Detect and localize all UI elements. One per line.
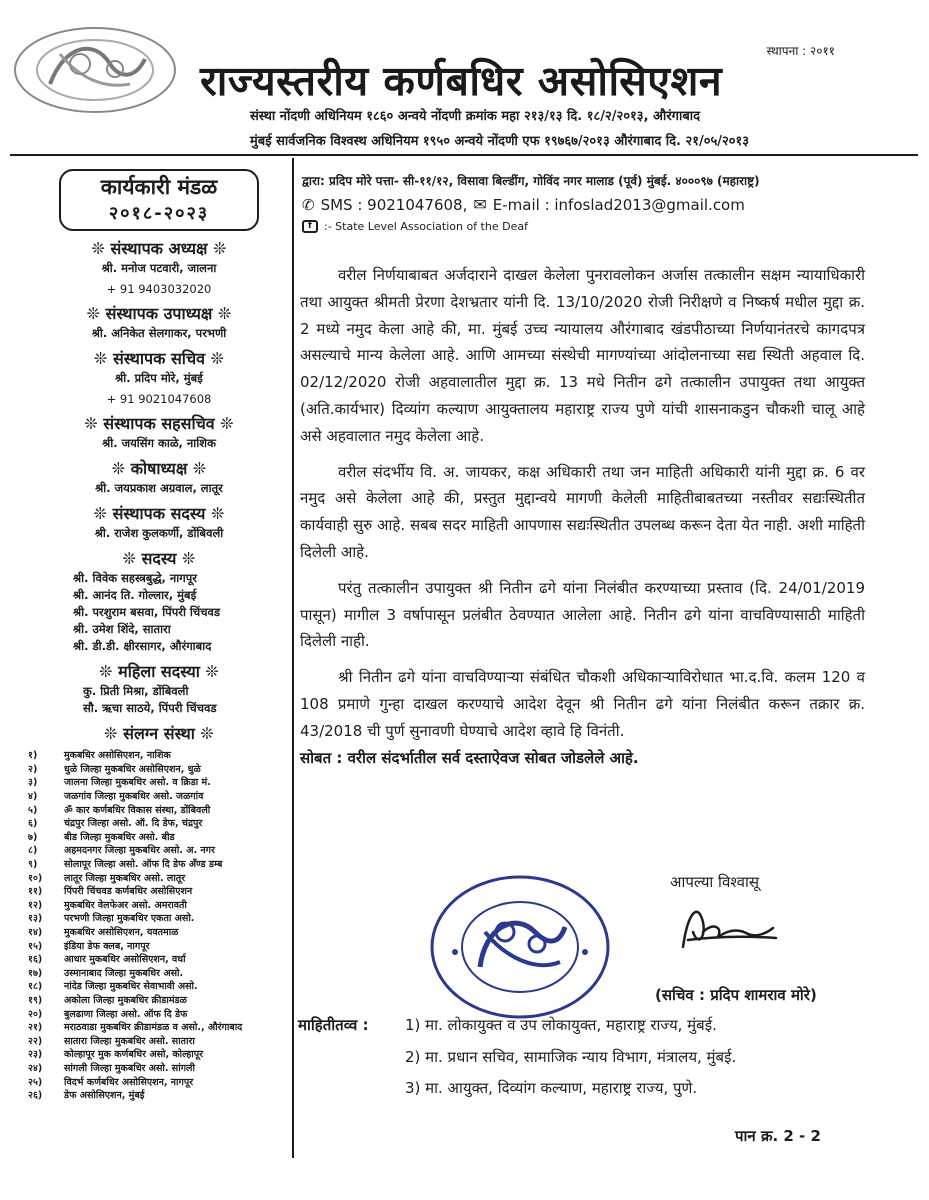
affiliated-item [28,830,290,844]
affiliated-item-number: २१) [28,1022,43,1034]
affiliated-item [28,1033,290,1047]
affiliated-item-number: १३) [28,913,43,925]
letter-body [300,262,865,771]
affiliated-item [28,1074,290,1088]
affiliated-item [28,1061,290,1075]
affiliated-item-name: ॐ कार कर्णबधिर विकास संस्था, डोंबिवली [64,804,211,816]
affiliated-item [28,1047,290,1061]
affiliated-item [28,938,290,952]
affiliated-item-number: २५) [28,1076,43,1088]
founder-vp-role: ❊ संस्थापक उपाध्यक्ष ❊ [86,304,232,323]
signatory-name: (सचिव : प्रदिप शामराव मोरे) [655,986,817,1004]
executive-committee-sidebar [28,165,290,1150]
affiliated-item-number: ३) [28,777,38,789]
paragraph-2: वरील संदर्भीय वि. अ. जायकर, कक्ष अधिकारी तथा जन माहिती अधिकारी यांनी मुद्दा क्र. 6 वर नमुद असे केलेला आहे की, प्रस्तुत मुद्दान्वये मागणी केलेली माहितीबाबतच्या नस्तीवर सद्यःस्थितीत कार्यवाही सुरु आहे. सबब सदर माहिती आपणास सद्यःस्थितीत उपलब्ध करून देता येत नाही. अशी माहिती दिलेली आहे. [300,462,865,561]
affiliated-list [28,748,290,1101]
mail-icon: ✉ [473,195,487,214]
affiliated-item-number: २६) [28,1090,43,1102]
cc-item-3: 3) मा. आयुक्त, दिव्यांग कल्याण, महाराष्ट्र राज्य, पुणे. [405,1079,698,1097]
affiliated-item-number: ५) [28,804,38,816]
affiliated-item-name: परभणी जिल्हा मुकबधिर एकता असो. [64,913,195,925]
affiliated-item [28,884,290,898]
facebook-page: :- State Level Association of the Deaf [324,220,528,233]
affiliated-item-number: ६) [28,818,38,830]
affiliated-item-number: १) [28,750,38,762]
postal-address: द्वारा: प्रदिप मोरे पत्ता- सी-११/१२, विसावा बिल्डींग, गोविंद नगर मालाड (पूर्व) मुंबई. ४०००९७ (महाराष्ट्र) [302,174,760,188]
affiliated-item [28,762,290,776]
affiliated-item-name: नांदेड जिल्हा मुकबधिर सेवाभावी असो. [64,981,198,993]
affiliated-item [28,816,290,830]
founder-secretary-name: श्री. प्रदिप मोरे, मुंबई [115,371,203,385]
cc-item-1: 1) मा. लोकायुक्त व उप लोकायुक्त, महाराष्ट्र राज्य, मुंबई. [405,1016,717,1034]
affiliated-item-number: १६) [28,954,43,966]
affiliated-item [28,925,290,939]
affiliated-item-number: ८) [28,845,38,857]
founder-secretary-role: ❊ संस्थापक सचिव ❊ [93,349,224,368]
affiliated-item-number: २२) [28,1035,43,1047]
cc-item-2: 2) मा. प्रधान सचिव, सामाजिक न्याय विभाग, मंत्रालय, मुंबई. [405,1048,737,1066]
email-address: E-mail : infoslad2013@gmail.com [492,195,745,214]
founder-vp-name: श्री. अनिकेत सेलगाकर, परभणी [91,326,227,340]
affiliated-item-number: २४) [28,1062,43,1074]
whatsapp-icon: ✆ [302,195,315,214]
registration-line-1: संस्था नोंदणी अधिनियम १८६० अन्वये नोंदणी क्रमांक महा २१३/१३ दि. १८/२/२०१३, औरंगाबाद [250,109,701,124]
affiliated-item-name: सोलापूर जिल्हा असो. ऑफ दि डेफ अँण्ड डम्ब [64,859,223,871]
committee-box [59,169,259,231]
affiliated-item-number: २) [28,763,38,775]
member-4: श्री. उमेश शिंदे, सातारा [73,622,171,636]
handwritten-signature [668,892,778,964]
affiliated-item [28,748,290,762]
treasurer-role: ❊ कोषाध्यक्ष ❊ [111,459,207,478]
affiliated-item-name: जालना जिल्हा मुकबधिर असो. व क्रिडा मं. [64,777,211,789]
paragraph-3: परंतु तत्कालीन उपायुक्त श्री नितीन ढगे यांना निलंबीत करण्याच्या प्रस्ताव (दि. 24/01/2019 पासून) मागील 3 वर्षापासून प्रलंबीत ठेवण्यात आलेला आहे. नितीन ढगे यांना वाचविण्यासाठी माहिती दिलेली नाही. [300,578,865,651]
affiliated-item [28,843,290,857]
established-year: स्थापना : २०११ [766,44,835,58]
affiliated-item [28,993,290,1007]
founder-member-role: ❊ संस्थापक सदस्य ❊ [93,504,225,523]
founder-president-name: श्री. मनोज पटवारी, जालना [101,261,217,275]
affiliated-item [28,802,290,816]
affiliated-item-number: ११) [28,886,43,898]
member-5: श्री. डी.डी. क्षीरसागर, औरंगाबाद [73,639,212,653]
affiliated-item-name: इंडिया डेफ क्लब, नागपूर [64,940,150,952]
closing-regards: आपल्या विश्वासू [670,873,760,891]
association-seal [425,872,615,1022]
affiliated-item-name: मुकबधिर वेलफेअर असो. अमरावती [64,899,187,911]
affiliated-item-number: १०) [28,872,43,884]
association-logo [10,24,180,116]
affiliated-item [28,1020,290,1034]
affiliated-item-number: १८) [28,981,43,993]
affiliated-item-number: २३) [28,1049,43,1061]
enclosure-note: सोबत : वरील संदर्भातील सर्व दस्ताऐवज सोबत जोडलेले आहे. [300,748,639,767]
sidebar-divider [292,158,294,1158]
affiliated-item [28,966,290,980]
members-role: ❊ सदस्य ❊ [122,549,196,568]
founder-president-phone: + 91 9403032020 [106,282,212,296]
affiliated-item-number: ९) [28,859,38,871]
affiliated-item-name: विदर्भ कर्णबधिर असोसिएशन, नागपूर [64,1076,194,1088]
facebook-icon: f [302,220,318,233]
founder-president-role: ❊ संस्थापक अध्यक्ष ❊ [91,239,227,258]
treasurer-name: श्री. जयप्रकाश अग्रवाल, लातूर [95,481,223,495]
affiliated-item-name: कोल्हापूर मुक कर्णबधिर असो, कोल्हापूर [64,1049,204,1061]
affiliated-item [28,979,290,993]
affiliated-item-name: चंद्रपुर जिल्हा असो. ऑ. दि डेफ, चंद्रपुर [64,818,203,830]
affiliated-item [28,789,290,803]
sms-number: SMS : 9021047608, [320,195,468,214]
affiliated-item [28,1006,290,1020]
affiliated-item-number: ४) [28,791,38,803]
affiliated-item-name: धुळे जिल्हा मुकबधिर असोसिएशन, धुळे [64,763,201,775]
affiliated-item [28,870,290,884]
affiliated-item-name: बुलढाणा जिल्हा असो. ऑफ दि डेफ [64,1008,188,1020]
affiliated-item-number: ७) [28,831,38,843]
affiliated-item-name: अहमदनगर जिल्हा मुकबधिर असो. अ. नगर [64,845,215,857]
founder-jointsec-role: ❊ संस्थापक सहसचिव ❊ [84,414,234,433]
affiliated-item-number: १९) [28,994,43,1006]
header-divider [10,154,918,156]
affiliated-item-name: सातारा जिल्हा मुकबधिर असो. सातारा [64,1035,195,1047]
affiliated-item-name: मराठवाडा मुकबधिर क्रीडामंडळ व असो., औरंगाबाद [64,1022,243,1034]
affiliated-item-number: १२) [28,899,43,911]
committee-years: २०१८-२०२३ [108,203,210,224]
founder-secretary-phone: + 91 9021047608 [106,392,212,406]
affiliated-item [28,775,290,789]
organization-name: राज्यस्तरीय कर्णबधिर असोसिएशन [200,57,723,105]
cc-label: माहितीतव्व : [298,1016,369,1034]
founder-jointsec-name: श्री. जयसिंग काळे, नाशिक [102,436,216,450]
affiliated-item [28,1088,290,1102]
member-3: श्री. परशुराम बसवा, पिंपरी चिंचवड [73,605,221,619]
women-member-2: सौ. ऋचा साठये, पिंपरी चिंचवड [83,701,217,715]
women-members-role: ❊ महिला सदस्या ❊ [99,662,219,681]
member-1: श्री. विवेक सहस्त्रबुद्धे, नागपूर [73,571,197,585]
contact-block [302,172,902,233]
affiliated-item-number: २०) [28,1008,43,1020]
affiliated-item-name: लातूर जिल्हा मुकबधिर असो. लातूर [64,872,186,884]
affiliated-item-name: जळगांव जिल्हा मुकबधिर असो. जळगांव [64,791,204,803]
paragraph-1: वरील निर्णयाबाबत अर्जदाराने दाखल केलेला पुनरावलोकन अर्जास तत्कालीन सक्षम न्यायाधिकारी तथा आयुक्त श्रीमती प्रेरणा देशभ्रतार यांनी दि. 13/10/2020 रोजी निरीक्षणे व निष्कर्ष मधील मुद्दा क्र. 2 मध्ये नमुद केला आहे की, मा. मुंबई उच्च न्यायालय औरंगाबाद खंडपीठाच्या निर्णयानंतरचे कागदपत्र असल्याचे मान्य केलेला आहे. आणि आमच्या संस्थेची मागण्यांच्या आंदोलनाच्या सद्य स्थिती अहवाल दि. 02/12/2020 रोजी अहवालातील मुद्दा क्र. 13 मधे नितीन ढगे तत्कालीन उपायुक्त तथा आयुक्त (अति.कार्यभार) दिव्यांग कल्याण आयुक्तालय महाराष्ट्र राज्य पुणे यांची शासनाकडुन चौकशी चालू आहे असे अहवालात नमुद केलेला आहे. [300,266,865,445]
women-member-1: कु. प्रिती मिश्रा, डोंबिवली [83,684,189,698]
affiliated-item-number: १७) [28,967,43,979]
affiliated-item-name: पिंपरी चिंचवड कर्णबधिर असोसिएशन [64,886,193,898]
affiliated-item-name: डेफ असोसिएशन, मुंबई [64,1090,145,1102]
affiliated-item-name: बीड जिल्हा मुकबधिर असो. बीड [64,831,175,843]
founder-member-name: श्री. राजेश कुलकर्णी, डोंबिवली [94,526,224,540]
committee-title: कार्यकारी मंडळ [100,175,218,199]
affiliated-role: ❊ संलग्न संस्था ❊ [104,724,214,743]
affiliated-item-number: १५) [28,940,43,952]
affiliated-item-name: मुकबधिर असोसिएशन, नाशिक [64,750,171,762]
affiliated-item-name: मुकबधिर असोसिएशन, यवतमाळ [64,927,179,939]
member-2: श्री. आनंद ति. गोल्लार, मुंबई [73,588,197,602]
affiliated-item-name: अकोला जिल्हा मुकबधिर क्रीडामंडळ [64,994,187,1006]
affiliated-item [28,857,290,871]
affiliated-item [28,952,290,966]
affiliated-item [28,911,290,925]
affiliated-item-number: १४) [28,927,43,939]
affiliated-item-name: आधार मुकबधिर असोसिएशन, वर्धा [64,954,186,966]
affiliated-item [28,898,290,912]
registration-line-2: मुंबई सार्वजनिक विश्वस्थ अधिनियम १९५० अन्वये नोंदणी एफ १९७६७/२०१३ औरंगाबाद दि. २१/०५/२०१३ [250,134,750,149]
affiliated-item-name: सांगली जिल्हा मुकबधिर असो. सांगली [64,1062,195,1074]
affiliated-item-name: उस्मानाबाद जिल्हा मुकबधिर असो. [64,967,184,979]
paragraph-4: श्री नितीन ढगे यांना वाचविण्याऱ्या संबंधित चौकशी अधिकाऱ्याविरोधात भा.द.वि. कलम 120 व 108 प्रमाणे गुन्हा दाखल करण्याचे आदेश देवून श्री नितीन ढगे यांना निलंबीत करून तक्रार क्र. 43/2018 ची पुर्ण सुनावणी घेण्याचे आदेश व्हावे हि विनंती. [300,668,865,740]
page-number: पान क्र. 2 - 2 [735,1127,821,1145]
